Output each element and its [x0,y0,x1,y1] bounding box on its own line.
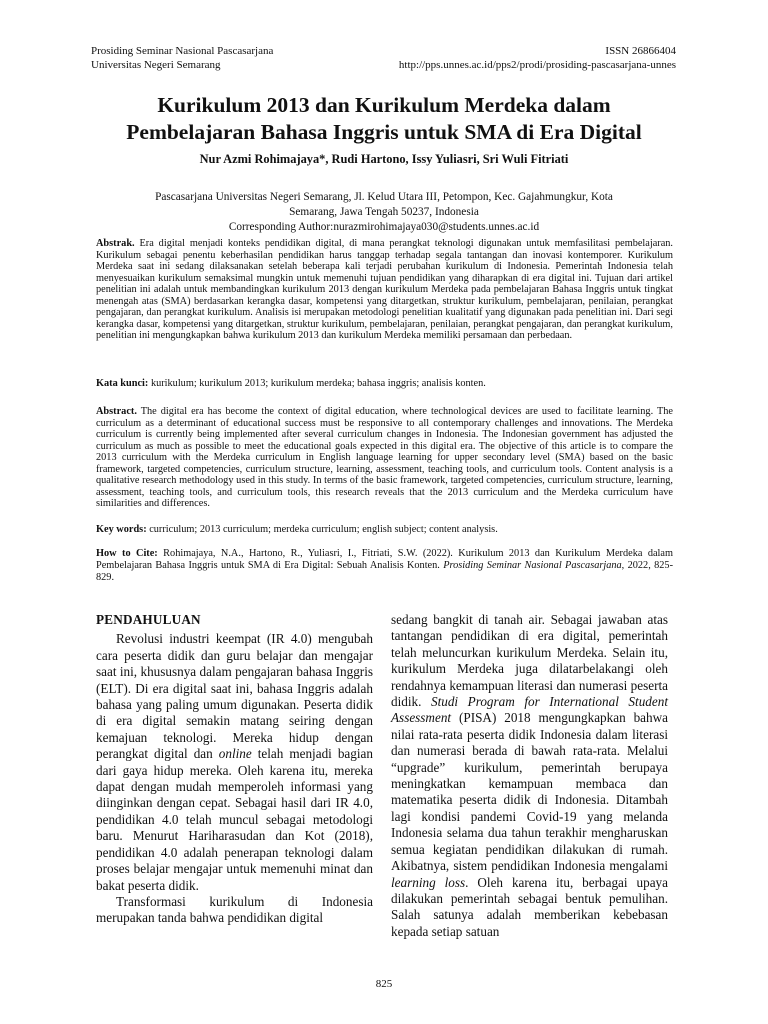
kata-kunci-label: Kata kunci: [96,378,149,389]
abstrak-text: Era digital menjadi konteks pendidikan digital, di mana perangkat teknologi digunakan untuk memfasilitasi pembelajaran. Kurikulum sebagai penentu keberhasilan pendidikan harus tanggap terhadap segala tantangan dan inovasi kontemporer. Kurikulum Merdeka saat ini sedang dilaksanakan setelah beberapa kali terjadi perubahan kurikulum di Indonesia. Pemerintah Indonesia telah menyesuaikan kurikulum semaksimal mungkin untuk memenuhi tujuan pendidikan yang diharapkan di era digital ini. Tujuan dari artikel penelitian ini adalah untuk membandingkan kurikulum 2013 dengan kurikulum Merdeka pada pembelajaran Bahasa Inggris untuk tingkat menengah atas (SMA) berdasarkan kerangka dasar, kompetensi yang ditargetkan, struktur kurikulum, pembelajaran, penilaian, perangkat pengajaran, dan perangkat kurikulum. Analisis isi merupakan metodologi penelitian kualitatif yang digunakan pada penelitian ini. Dari segi kerangka dasar, kompetensi yang ditargetkan, struktur kurikulum, pembelajaran, penilaian, perangkat pengajaran, dan perangkat kurikulum, penelitian ini mengungkapkan bahwa kurikulum 2013 dan kurikulum Merdeka memiliki persamaan dan perbedaan. [96,238,673,341]
cite-journal: Prosiding Seminar Nasional Pascasarjana [443,560,622,571]
keywords: Key words: curriculum; 2013 curriculum; merdeka curriculum; english subject; content analysis. [96,524,498,535]
page-number: 825 [375,978,393,990]
section-heading: PENDAHULUAN [96,612,201,627]
author-list: Nur Azmi Rohimajaya*, Rudi Hartono, Issy Yuliasri, Sri Wuli Fitriati [199,152,569,166]
corresponding-author: Corresponding Author:nurazmirohimajaya030@students.unnes.ac.id [228,221,540,233]
issn: ISSN 26866404 [605,45,676,57]
proceedings-name: Prosiding Seminar Nasional Pascasarjana [91,45,274,57]
abstract-label: Abstract. [96,406,137,417]
abstrak-block [96,238,673,342]
how-to-cite: How to Cite: Rohimajaya, N.A., Hartono, R., Yuliasri, I., Fitriati, S.W. (2022). Kurikulum 2013 dan Kurikulum Merdeka dalam Pembelajaran Bahasa Inggris untuk SMA di Era Digital: Sebuah Analisis Konten. Prosiding Seminar Nasional Pascasarjana, 2022, 825-829. [96,548,674,583]
abstract-text: The digital era has become the context of digital education, where technological devices are used to facilitate learning. The curriculum as a determinant of educational success must be responsive to all contemporary challenges and innovations. The Merdeka curriculum is currently being implemented after several curriculum changes in Indonesia. The Indonesian government has adjusted the curriculum as much as possible to meet the educational goals expected in this digital era. The objective of this article is to compare the 2013 curriculum with the Merdeka curriculum in English language learning for upper secondary level (SMA) based on the basic framework, targeted competencies, curriculum structure, learning, assessment, teaching tools, and curriculum tools. Content analysis is a qualitative research methodology used in this study. In terms of the basic framework, targeted competencies, curriculum structure, learning, assessment, teaching tools, and curriculum tools, this research reveals that the 2013 curriculum and the Merdeka curriculum have similarities and differences. [96,406,673,509]
running-header-left [91,44,273,72]
paragraph: sedang bangkit di tanah air. Sebagai jawaban atas tantangan pendidikan di era digital, pemerintah telah meluncurkan kurikulum Merdeka. Selain itu, kurikulum Merdeka juga dilatarbelakangi oleh rendahnya kemampuan literasi dan numerasi peserta didik. Studi Program for International Student Assessment (PISA) 2018 mengungkapkan bahwa nilai rata-rata peserta didik Indonesia dalam literasi dan numerasi berada di bawah rata-rata. Melalui “upgrade” kurikulum, pemerintah berupaya meningkatkan kemampuan membaca dan matematika peserta didik di Indonesia. Ditambah lagi kondisi pandemi Covid-19 yang melanda Indonesia selama dua tahun terakhir mengharuskan semua kegiatan pendidikan dilakukan di rumah. Akibatnya, sistem pendidikan Indonesia mengalami learning loss. Oleh karena itu, berbagai upaya dilakukan pemerintah sebagai bentuk pemulihan. Salah satunya adalah memberikan kebebasan kepada setiap satuan [391,612,668,939]
keywords-label: Key words: [96,524,147,535]
cite-label: How to Cite: [96,548,158,559]
paragraph: Revolusi industri keempat (IR 4.0) mengubah cara peserta didik dan guru belajar dan mengajar saat ini, khususnya dalam pengajaran bahasa Inggris (ELT). Di era digital saat ini, bahasa Inggris adalah bahasa yang paling umum digunakan. Peserta didik di era digital semakin matang seiring dengan kemajuan teknologi. Mereka hidup dengan perangkat digital dan online telah menjadi bagian dari gaya hidup mereka. Oleh karena itu, mereka dapat dengan mudah memperoleh informasi yang diinginkan dengan cepat. Sebagai hasil dari IR 4.0, pendidikan 4.0 telah muncul sebagai metodologi baru. Menurut Hariharasudan dan Kot (2018), pendidikan 4.0 adalah penerapan teknologi dalam proses belajar mengajar untuk memenuhi minat dan bakat peserta didik. [96,631,373,893]
paragraph: Transformasi kurikulum di Indonesia merupakan tanda bahwa pendidikan digital [96,893,373,926]
university-name: Universitas Negeri Semarang [91,59,221,71]
body-column-right [391,612,668,940]
body-column-left [96,612,373,927]
proceedings-url[interactable]: http://pps.unnes.ac.id/pps2/prodi/prosiding-pascasarjana-unnes [398,59,676,71]
abstrak-label: Abstrak. [96,238,135,249]
running-header-right [399,44,676,72]
affiliation: Pascasarjana Universitas Negeri Semarang, Jl. Kelud Utara III, Petompon, Kec. Gajahmungkur, Kota Semarang, Jawa Tengah 50237, Indonesia Corresponding Author:nurazmirohimajaya030@students.unnes.ac.id [100,190,668,235]
paper-title: Kurikulum 2013 dan Kurikulum Merdeka dalam Pembelajaran Bahasa Inggris untuk SMA di Era Digital [126,93,642,144]
kata-kunci: Kata kunci: kurikulum; kurikulum 2013; kurikulum merdeka; bahasa inggris; analisis konten. [96,378,486,389]
abstract-block [96,406,673,510]
